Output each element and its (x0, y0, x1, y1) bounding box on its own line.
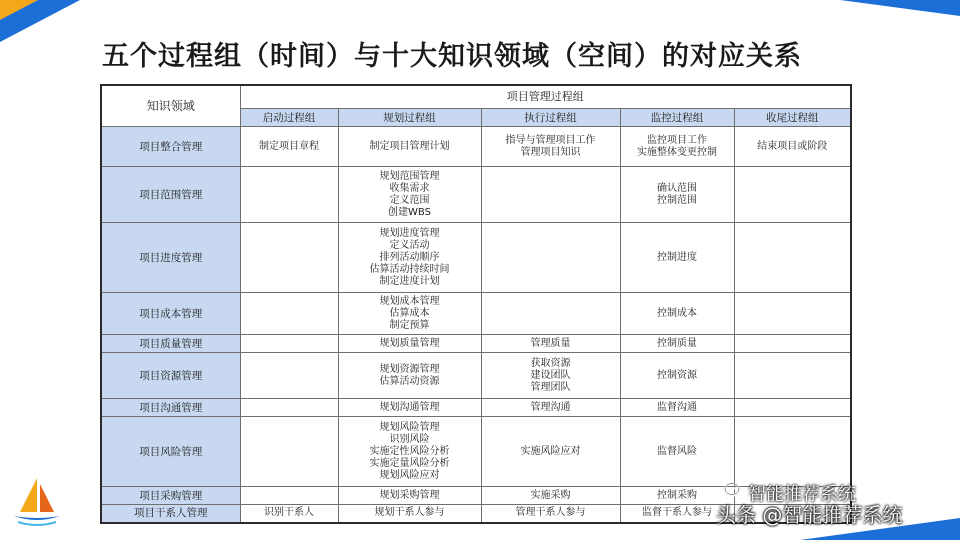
process-name: 规划进度管理 (379, 227, 440, 239)
process-name: 实施整体变更控制 (637, 146, 717, 158)
process-name: 创建WBS (388, 206, 431, 218)
process-name: 制定项目管理计划 (369, 140, 450, 152)
process-name: 排列活动顺序 (379, 251, 440, 263)
process-cell-planning (338, 487, 481, 505)
table-row (101, 399, 851, 417)
process-cell-closing (734, 127, 851, 167)
knowledge-area-cell: 项目整合管理 (101, 127, 240, 167)
process-cell-closing (734, 293, 851, 335)
toutiao-watermark: 头条 @智能推荐系统 (716, 503, 903, 527)
process-name: 识别干系人 (264, 507, 314, 519)
process-cell-planning (338, 399, 481, 417)
process-cell-executing (481, 487, 620, 505)
phase-header-initiating: 启动过程组 (240, 109, 338, 127)
process-cell-closing (734, 399, 851, 417)
slide-title: 五个过程组（时间）与十大知识领域（空间）的对应关系 (102, 41, 802, 72)
process-cell-executing (481, 223, 620, 293)
process-cell-monitoring (620, 293, 734, 335)
knowledge-area-cell: 项目风险管理 (101, 417, 240, 487)
process-cell-initiating (240, 353, 338, 399)
process-name: 控制采购 (657, 489, 697, 501)
process-name: 收集需求 (389, 182, 430, 194)
process-cell-monitoring (620, 399, 734, 417)
table-row (101, 223, 851, 293)
process-name: 规划资源管理 (379, 363, 440, 375)
process-name: 监督风险 (657, 445, 697, 457)
process-name: 规划采购管理 (379, 489, 440, 501)
process-name: 控制资源 (657, 369, 697, 381)
process-cell-planning (338, 505, 481, 523)
knowledge-area-cell: 项目进度管理 (101, 223, 240, 293)
process-cell-initiating (240, 127, 338, 167)
process-cell-executing (481, 293, 620, 335)
process-name: 制定进度计划 (379, 275, 440, 287)
corner-decoration-top-right (840, 0, 960, 16)
knowledge-area-cell: 项目成本管理 (101, 293, 240, 335)
process-name: 管理质量 (530, 337, 571, 349)
process-name: 控制范围 (657, 194, 697, 206)
process-name: 监控项目工作 (647, 134, 707, 146)
process-cell-closing (734, 353, 851, 399)
process-cell-planning (338, 223, 481, 293)
process-name: 定义范围 (389, 194, 430, 206)
process-knowledge-table (100, 84, 852, 524)
sailboat-logo (10, 474, 64, 530)
table-header-row (101, 85, 851, 109)
table-row (101, 167, 851, 223)
process-cell-planning (338, 293, 481, 335)
process-cell-executing (481, 505, 620, 523)
process-name: 监督沟通 (657, 401, 697, 413)
process-cell-initiating (240, 505, 338, 523)
process-name: 制定项目章程 (259, 140, 319, 152)
process-cell-monitoring (620, 335, 734, 353)
process-group-header: 项目管理过程组 (240, 85, 851, 109)
process-name: 实施风险应对 (520, 445, 581, 457)
process-name: 控制成本 (657, 307, 697, 319)
knowledge-area-cell: 项目质量管理 (101, 335, 240, 353)
process-cell-closing (734, 167, 851, 223)
table-row (101, 417, 851, 487)
process-name: 规划质量管理 (379, 337, 440, 349)
process-cell-monitoring (620, 223, 734, 293)
process-name: 规划沟通管理 (379, 401, 440, 413)
process-name: 管理团队 (530, 381, 571, 393)
process-name: 识别风险 (389, 433, 430, 445)
process-name: 规划范围管理 (379, 170, 440, 182)
process-name: 规划干系人参与 (374, 507, 445, 519)
process-cell-executing (481, 167, 620, 223)
process-name: 结束项目或阶段 (757, 140, 828, 152)
process-cell-initiating (240, 223, 338, 293)
process-name: 制定预算 (389, 319, 430, 331)
process-name: 监督干系人参与 (642, 507, 712, 519)
table-row (101, 293, 851, 335)
process-name: 实施定量风险分析 (369, 457, 450, 469)
knowledge-area-cell: 项目范围管理 (101, 167, 240, 223)
process-name: 估算活动持续时间 (369, 263, 450, 275)
process-name: 规划风险管理 (379, 421, 440, 433)
knowledge-area-cell: 项目干系人管理 (101, 505, 240, 523)
process-cell-closing (734, 335, 851, 353)
knowledge-area-cell: 项目沟通管理 (101, 399, 240, 417)
process-name: 管理项目知识 (520, 146, 581, 158)
process-cell-planning (338, 335, 481, 353)
process-cell-executing (481, 417, 620, 487)
knowledge-area-header: 知识领域 (101, 85, 240, 127)
phase-header-monitoring: 监控过程组 (620, 109, 734, 127)
process-cell-initiating (240, 487, 338, 505)
table-row (101, 335, 851, 353)
process-cell-planning (338, 167, 481, 223)
process-cell-executing (481, 335, 620, 353)
process-name: 管理干系人参与 (515, 507, 586, 519)
process-cell-monitoring (620, 417, 734, 487)
process-name: 实施定性风险分析 (369, 445, 450, 457)
process-name: 规划风险应对 (379, 469, 440, 481)
process-name: 规划成本管理 (379, 295, 440, 307)
corner-decoration-orange (0, 0, 38, 20)
process-name: 管理沟通 (530, 401, 571, 413)
process-name: 估算成本 (389, 307, 430, 319)
process-name: 估算活动资源 (379, 375, 440, 387)
process-name: 控制质量 (657, 337, 697, 349)
phase-header-closing: 收尾过程组 (734, 109, 851, 127)
process-name: 实施采购 (530, 489, 571, 501)
phase-header-executing: 执行过程组 (481, 109, 620, 127)
wechat-icon (724, 482, 744, 498)
process-name: 建设团队 (530, 369, 571, 381)
process-cell-initiating (240, 167, 338, 223)
process-name: 控制进度 (657, 251, 697, 263)
process-cell-monitoring (620, 127, 734, 167)
process-cell-planning (338, 353, 481, 399)
knowledge-area-cell: 项目资源管理 (101, 353, 240, 399)
process-cell-closing (734, 417, 851, 487)
process-name: 定义活动 (389, 239, 430, 251)
process-cell-initiating (240, 417, 338, 487)
process-name: 确认范围 (657, 182, 697, 194)
process-cell-initiating (240, 293, 338, 335)
process-cell-executing (481, 353, 620, 399)
process-cell-initiating (240, 399, 338, 417)
process-cell-monitoring (620, 167, 734, 223)
process-cell-initiating (240, 335, 338, 353)
table-row (101, 353, 851, 399)
knowledge-area-cell: 项目采购管理 (101, 487, 240, 505)
process-cell-closing (734, 223, 851, 293)
process-name: 指导与管理项目工作 (505, 134, 596, 146)
process-name: 获取资源 (530, 357, 571, 369)
table-row (101, 127, 851, 167)
process-cell-executing (481, 399, 620, 417)
process-cell-executing (481, 127, 620, 167)
wechat-watermark: 智能推荐系统 (748, 484, 856, 505)
process-cell-planning (338, 417, 481, 487)
process-cell-monitoring (620, 353, 734, 399)
process-cell-planning (338, 127, 481, 167)
phase-header-planning: 规划过程组 (338, 109, 481, 127)
